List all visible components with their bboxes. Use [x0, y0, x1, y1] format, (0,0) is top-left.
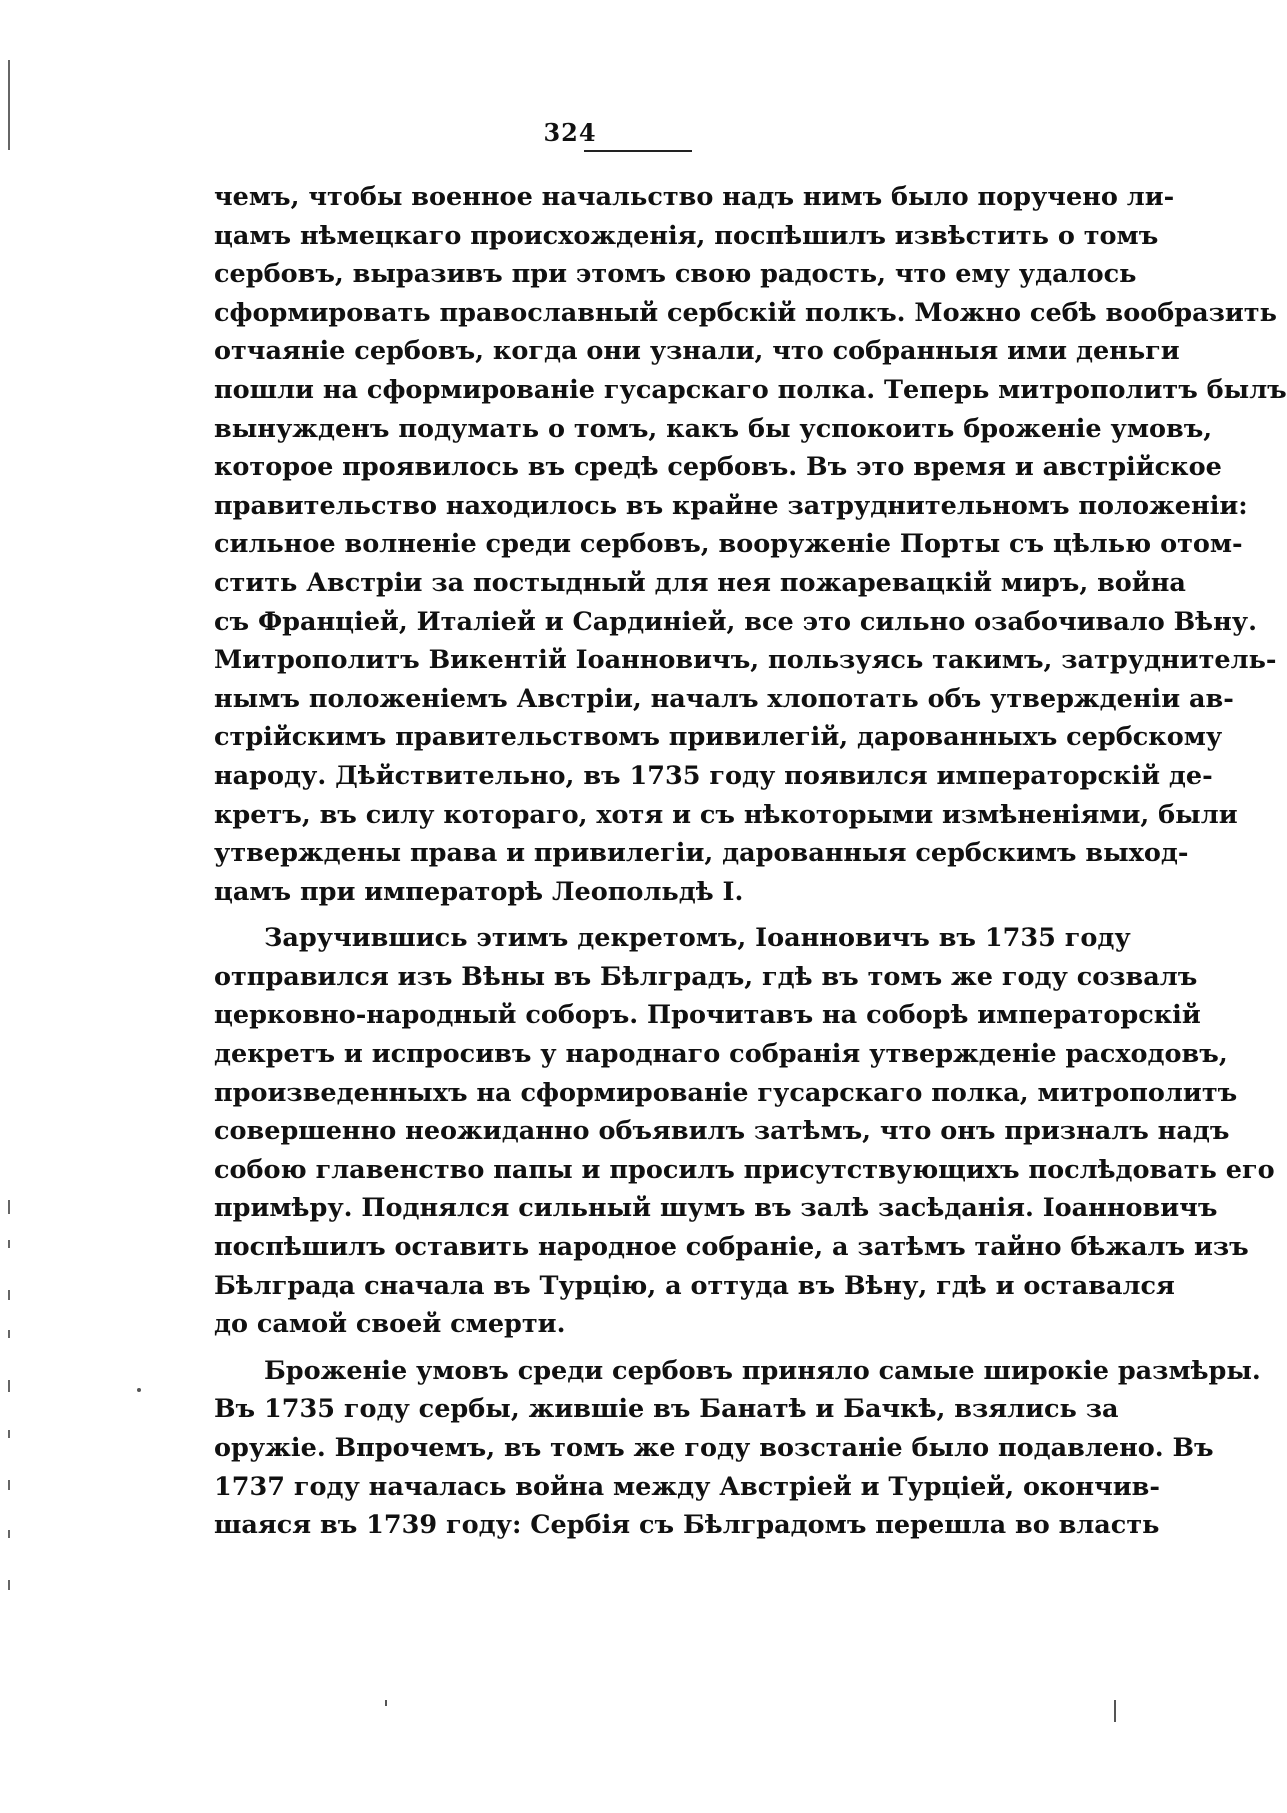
- scan-edge-mark: [8, 1290, 10, 1300]
- text-line: отчаяніе сербовъ, когда они узнали, что собранныя ими деньги: [214, 336, 1180, 367]
- text-line: примѣру. Поднялся сильный шумъ въ залѣ засѣданія. Іоанновичъ: [214, 1193, 1218, 1224]
- scan-edge-mark: [8, 1480, 10, 1490]
- paragraph-gap: [214, 1344, 1034, 1352]
- text-line: Заручившись этимъ декретомъ, Іоанновичъ въ 1735 году: [264, 923, 1131, 954]
- text-line: пошли на сформированіе гусарскаго полка. Теперь митрополитъ былъ: [214, 374, 1287, 405]
- scan-speck: [137, 1388, 141, 1392]
- text-line: 1737 году началась война между Австріей и Турціей, окончив-: [214, 1471, 1160, 1502]
- text-line: нымъ положеніемъ Австріи, началъ хлопотать объ утвержденіи ав-: [214, 683, 1234, 714]
- text-line: до самой своей смерти.: [214, 1309, 566, 1340]
- scan-edge-mark: [8, 1240, 10, 1248]
- text-line: стить Австріи за постыдный для нея пожаревацкій миръ, война: [214, 567, 1186, 598]
- text-line: которое проявилось въ средѣ сербовъ. Въ это время и австрійское: [214, 452, 1222, 483]
- paragraph-3: [214, 1352, 1261, 1545]
- scan-edge-mark: [8, 1380, 10, 1392]
- text-line: совершенно неожиданно объявилъ затѣмъ, что онъ призналъ надъ: [214, 1116, 1230, 1147]
- body-text: [214, 178, 1287, 1545]
- text-line: Въ 1735 году сербы, жившіе въ Банатѣ и Бачкѣ, взялись за: [214, 1394, 1119, 1425]
- text-line: декретъ и испросивъ у народнаго собранія утвержденіе расходовъ,: [214, 1039, 1228, 1070]
- scan-speck: [385, 1700, 387, 1706]
- text-line: оружіе. Впрочемъ, въ томъ же году возстаніе было подавлено. Въ: [214, 1433, 1214, 1463]
- text-line: стрійскимъ правительствомъ привилегій, дарованныхъ сербскому: [214, 722, 1223, 753]
- paragraph-2: [214, 919, 1275, 1344]
- text-line: церковно-народный соборъ. Прочитавъ на соборѣ императорскій: [214, 1000, 1201, 1031]
- text-line: сформировать православный сербскій полкъ. Можно себѣ вообразить: [214, 297, 1277, 328]
- text-line: цамъ при императорѣ Леопольдѣ I.: [214, 876, 744, 907]
- text-line: отправился изъ Вѣны въ Бѣлградъ, гдѣ въ томъ же году созвалъ: [214, 961, 1198, 992]
- scan-edge-mark: [8, 1580, 10, 1590]
- scan-edge-mark: [8, 1430, 10, 1438]
- text-line: кретъ, въ силу котораго, хотя и съ нѣкоторыми измѣненіями, были: [214, 799, 1238, 830]
- scan-edge-mark: [8, 1330, 10, 1338]
- text-line: сильное волненіе среди сербовъ, вооруженіе Порты съ цѣлью отом-: [214, 529, 1243, 560]
- text-line: Броженіе умовъ среди сербовъ приняло самые широкіе размѣры.: [264, 1355, 1261, 1386]
- text-line: съ Франціей, Италіей и Сардиніей, все это сильно озабочивало Вѣну.: [214, 606, 1257, 637]
- text-line: утверждены права и привилегіи, дарованныя сербскимъ выход-: [214, 838, 1189, 869]
- text-line: сербовъ, выразивъ при этомъ свою радость, что ему удалось: [214, 259, 1137, 290]
- text-line: народу. Дѣйствительно, въ 1735 году появился императорскій де-: [214, 760, 1213, 791]
- page-number: 324: [543, 118, 597, 147]
- text-line: правительство находилось въ крайне затруднительномъ положеніи:: [214, 490, 1248, 521]
- paragraph-1: [214, 178, 1287, 911]
- scan-edge-mark: [8, 1200, 10, 1214]
- text-line: цамъ нѣмецкаго происхожденія, поспѣшилъ извѣстить о томъ: [214, 220, 1159, 251]
- text-line: поспѣшилъ оставить народное собраніе, а затѣмъ тайно бѣжалъ изъ: [214, 1232, 1249, 1263]
- text-line: шаяся въ 1739 году: Сербія съ Бѣлградомъ перешла во власть: [214, 1510, 1160, 1541]
- scan-speck: [1114, 1700, 1116, 1722]
- header-rule: [584, 150, 692, 152]
- scan-edge-mark: [8, 60, 10, 150]
- text-line: чемъ, чтобы военное начальство надъ нимъ было поручено ли-: [214, 182, 1175, 212]
- text-line: Бѣлграда сначала въ Турцію, а оттуда въ Вѣну, гдѣ и оставался: [214, 1270, 1175, 1301]
- text-line: Митрополитъ Викентій Іоанновичъ, пользуясь такимъ, затруднитель-: [214, 645, 1277, 676]
- scan-edge-mark: [8, 1530, 10, 1538]
- text-line: произведенныхъ на сформированіе гусарскаго полка, митрополитъ: [214, 1077, 1238, 1108]
- text-line: собою главенство папы и просилъ присутствующихъ послѣдовать его: [214, 1154, 1275, 1185]
- paragraph-gap: [214, 911, 1034, 919]
- text-line: вынужденъ подумать о томъ, какъ бы успокоить броженіе умовъ,: [214, 413, 1213, 444]
